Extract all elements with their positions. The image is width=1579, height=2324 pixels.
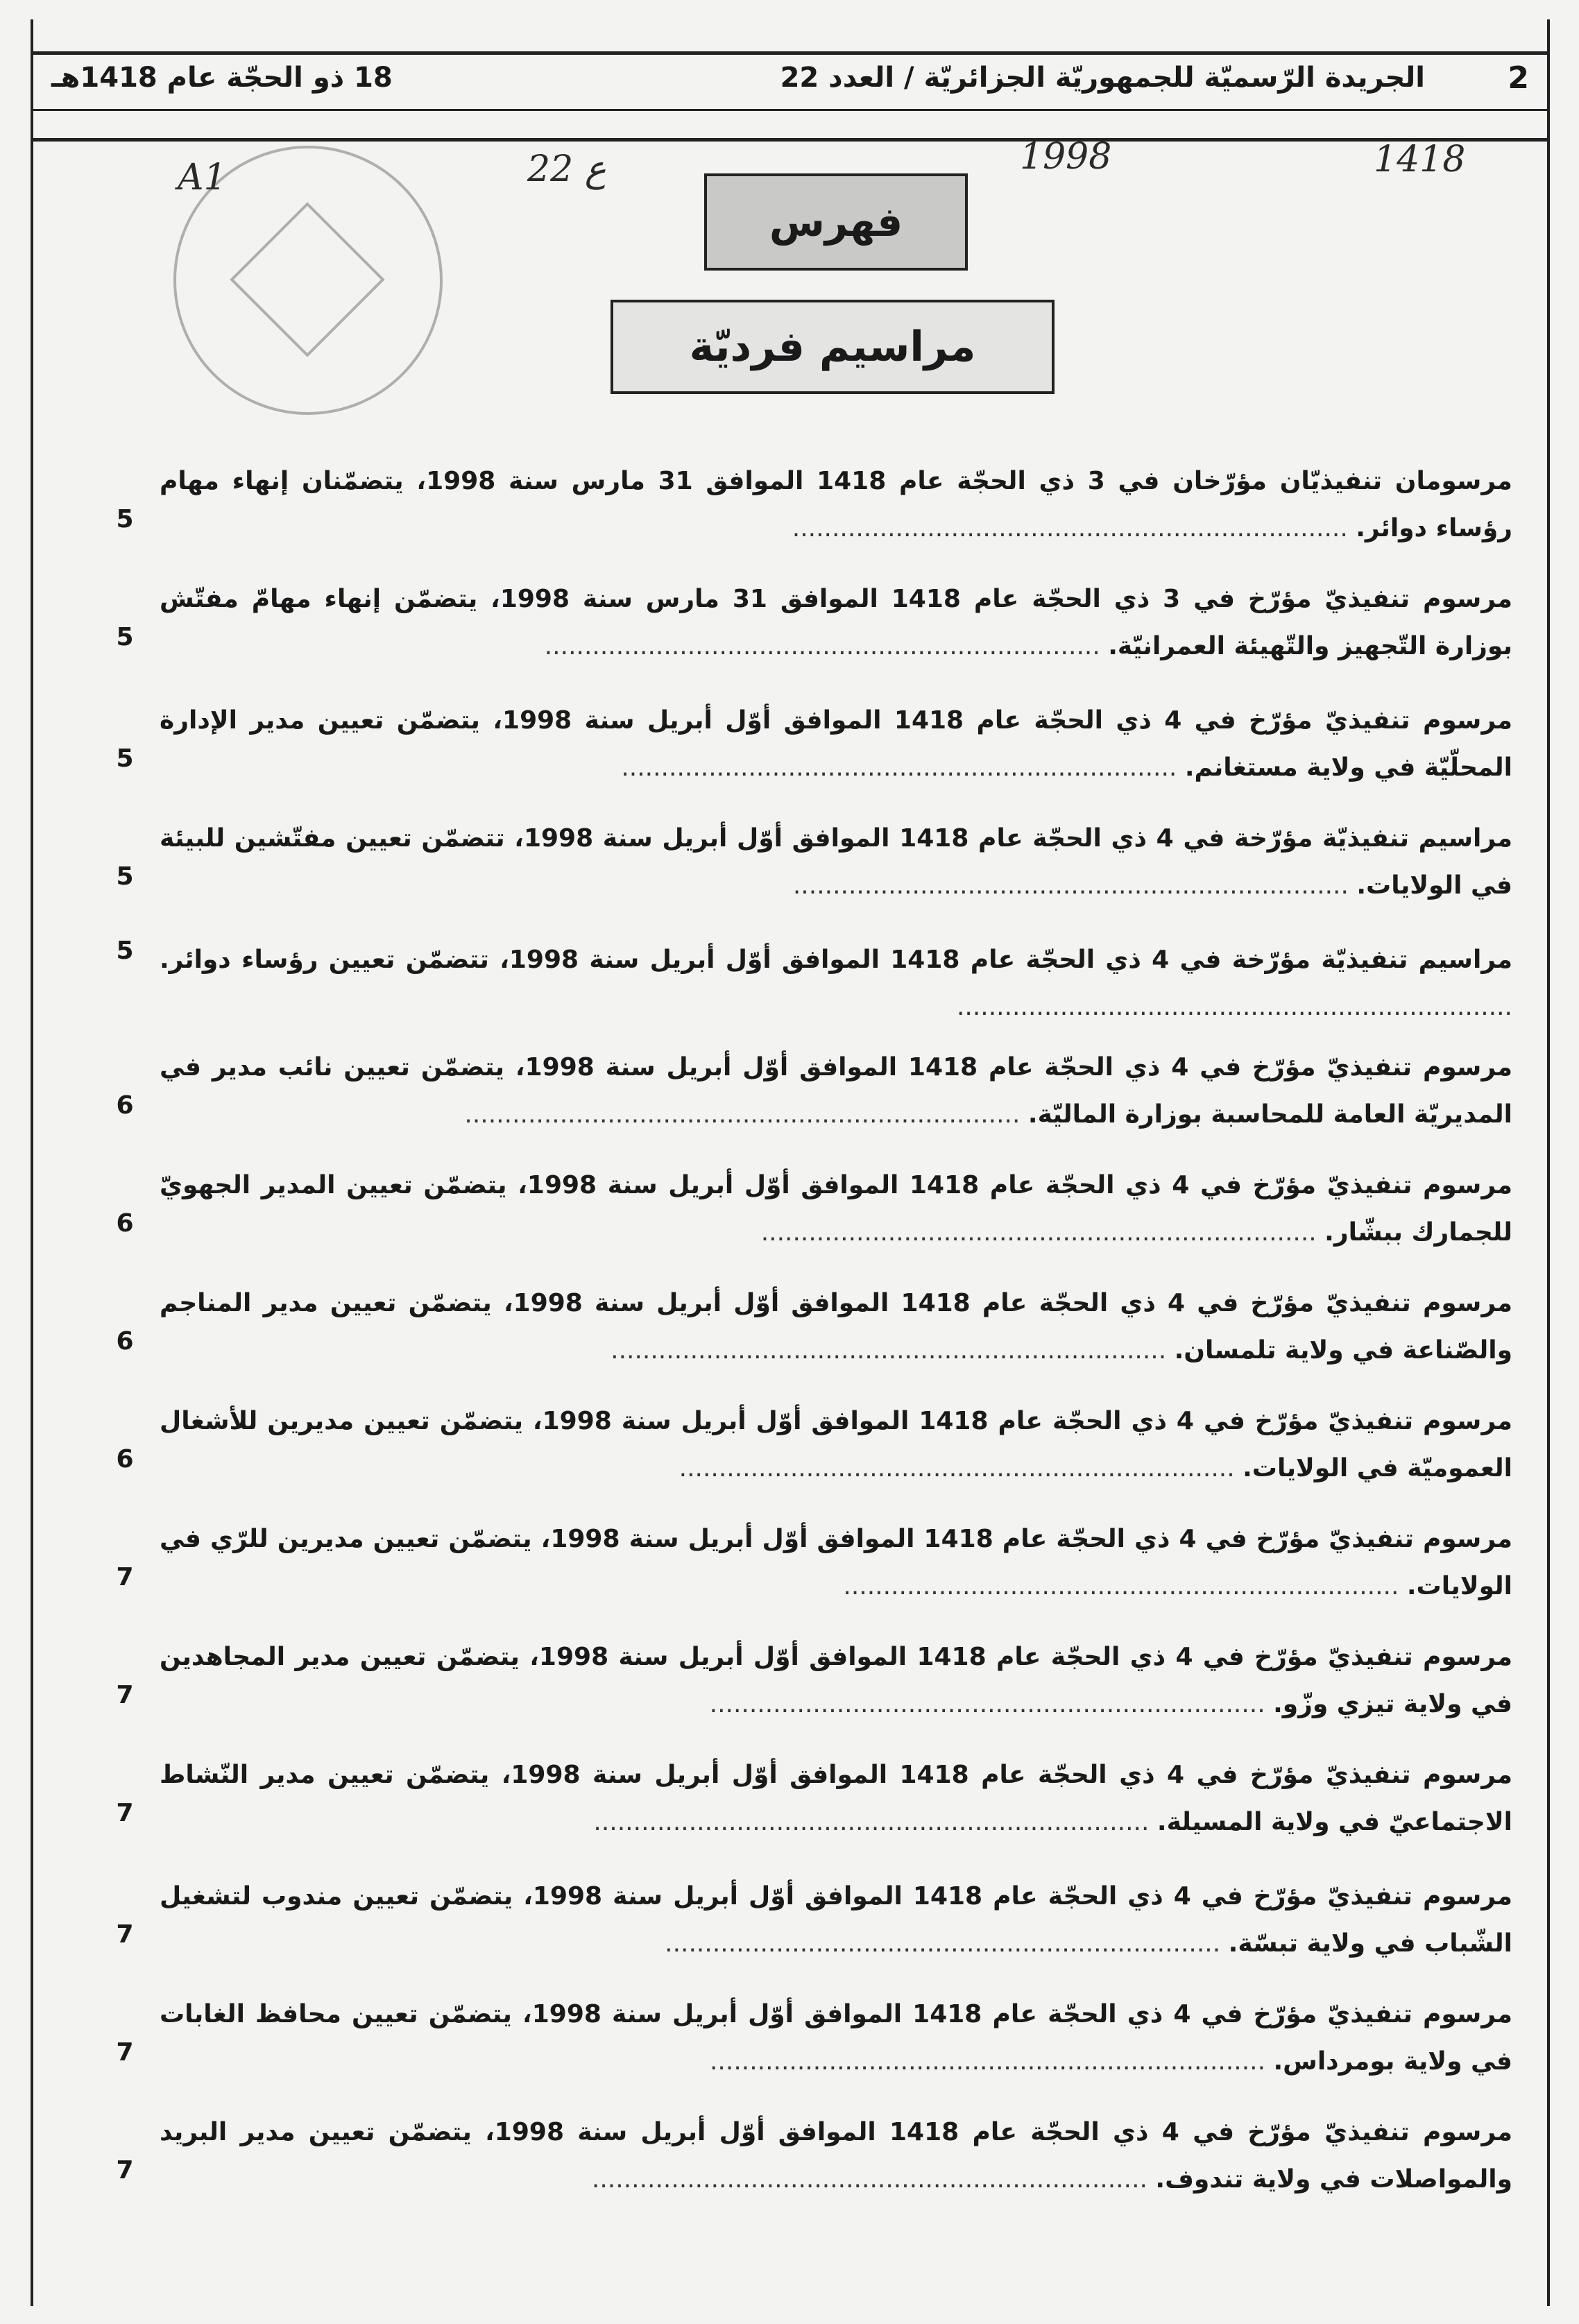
leader-dots: ...................................................................... xyxy=(593,1808,1157,1836)
leader-dots: ...................................................................... xyxy=(464,1100,1028,1129)
header-rule xyxy=(31,109,1550,111)
toc-entry-text: مرسوم تنفيذيّ مؤرّخ في 4 ذي الحجّة عام 1418 الموافق أوّل أبريل سنة 1998، يتضمّن تعيين مدير المجاهدين في ولاية تيزي وزّو. ...................................................................... xyxy=(160,1643,1512,1718)
toc-entry xyxy=(104,1516,1512,1634)
toc-entry-text: مرسوم تنفيذيّ مؤرّخ في 4 ذي الحجّة عام 1418 الموافق أوّل أبريل سنة 1998، يتضمّن تعيين مدير النّشاط الاجتماعيّ في ولاية المسيلة. ...................................................................... xyxy=(160,1761,1512,1836)
page-header xyxy=(31,51,1550,142)
toc-entry-page: 6 xyxy=(116,1209,134,1238)
header-date: 18 ذو الحجّة عام 1418هـ xyxy=(51,62,393,94)
toc-entry-text: مرسوم تنفيذيّ مؤرّخ في 4 ذي الحجّة عام 1418 الموافق أوّل أبريل سنة 1998، يتضمّن تعيين المدير الجهويّ للجمارك ببشّار. ...................................................................... xyxy=(160,1171,1513,1247)
toc-entry-text: مرسوم تنفيذيّ مؤرّخ في 4 ذي الحجّة عام 1418 الموافق أوّل أبريل سنة 1998، يتضمّن تعيين محافظ الغابات في ولاية بومرداس. ...................................................................... xyxy=(160,2000,1512,2076)
leader-dots: ...................................................................... xyxy=(709,1690,1274,1718)
handwritten-note-code: A1 xyxy=(178,157,227,198)
toc-entry-page: 5 xyxy=(116,862,134,891)
toc-entry xyxy=(104,815,1512,933)
toc-entry-text: مرسوم تنفيذيّ مؤرّخ في 4 ذي الحجّة عام 1418 الموافق أوّل أبريل سنة 1998، يتضمّن تعيين مديرين للرّي في الولايات. ...................................................................... xyxy=(160,1525,1512,1600)
toc-entry-page: 5 xyxy=(116,623,134,651)
toc-entry-page: 5 xyxy=(116,937,134,965)
toc-entry-text: مرسوم تنفيذيّ مؤرّخ في 4 ذي الحجّة عام 1418 الموافق أوّل أبريل سنة 1998، يتضمّن تعيين مديرين للأشغال العموميّة في الولايات. ...................................................................... xyxy=(160,1407,1512,1483)
toc-entry-page: 7 xyxy=(116,1681,134,1709)
toc-entry xyxy=(104,1162,1512,1280)
toc-entry-text: مراسيم تنفيذيّة مؤرّخة في 4 ذي الحجّة عام 1418 الموافق أوّل أبريل سنة 1998، تتضمّن تعيين رؤساء دوائر. ...................................................................... xyxy=(160,946,1512,1021)
toc-entry-page: 7 xyxy=(116,1799,134,1827)
toc-entry xyxy=(104,1044,1512,1162)
leader-dots: ...................................................................... xyxy=(760,1218,1325,1247)
leader-dots: ...................................................................... xyxy=(591,2165,1156,2194)
toc-entry xyxy=(104,937,1512,1054)
leader-dots: ...................................................................... xyxy=(956,993,1512,1021)
toc-entry-text: مرسوم تنفيذيّ مؤرّخ في 4 ذي الحجّة عام 1418 الموافق أوّل أبريل سنة 1998، يتضمّن تعيين مدير المناجم والصّناعة في ولاية تلمسان. ...................................................................... xyxy=(160,1289,1513,1365)
toc-entry-text: مرسوم تنفيذيّ مؤرّخ في 4 ذي الحجّة عام 1418 الموافق أوّل أبريل سنة 1998، يتضمّن تعيين نائب مدير في المديريّة العامة للمحاسبة بوزارة الماليّة. ...................................................................... xyxy=(160,1053,1513,1129)
toc-entry xyxy=(104,1398,1512,1516)
toc-entry-page: 7 xyxy=(116,2038,134,2067)
index-title: فهرس xyxy=(704,173,968,271)
toc-entry-page: 6 xyxy=(116,1327,134,1356)
handwritten-note-issue: ع 22 xyxy=(527,148,606,190)
leader-dots: ...................................................................... xyxy=(792,514,1356,542)
leader-dots: ...................................................................... xyxy=(611,1336,1175,1365)
toc-entry-page: 6 xyxy=(116,1091,134,1120)
leader-dots: ...................................................................... xyxy=(843,1572,1407,1600)
toc-entry-text: مرسوم تنفيذيّ مؤرّخ في 4 ذي الحجّة عام 1418 الموافق أوّل أبريل سنة 1998، يتضمّن تعيين مندوب لتشغيل الشّباب في ولاية تبسّة. ...................................................................... xyxy=(160,1882,1512,1958)
leader-dots: ...................................................................... xyxy=(621,753,1185,782)
handwritten-note-year: 1998 xyxy=(1020,136,1112,178)
toc-entry xyxy=(104,1873,1512,1991)
toc-entry-page: 7 xyxy=(116,1563,134,1591)
toc-entry-page: 7 xyxy=(116,2156,134,2185)
toc-entry-text: مرسوم تنفيذيّ مؤرّخ في 3 ذي الحجّة عام 1418 الموافق 31 مارس سنة 1998، يتضمّن إنهاء مهامّ مفتّش بوزارة التّجهيز والتّهيئة العمرانيّة. ...................................................................... xyxy=(160,585,1512,660)
header-title: الجريدة الرّسميّة للجمهوريّة الجزائريّة / العدد 22 xyxy=(780,62,1425,94)
leader-dots: ...................................................................... xyxy=(792,871,1357,900)
toc-entry-text: مرسومان تنفيذيّان مؤرّخان في 3 ذي الحجّة عام 1418 الموافق 31 مارس سنة 1998، يتضمّنان إنهاء مهام رؤساء دوائر. ...................................................................... xyxy=(160,467,1512,542)
toc-entry xyxy=(104,1634,1512,1752)
leader-dots: ...................................................................... xyxy=(665,1929,1229,1958)
toc-entry-page: 6 xyxy=(116,1445,134,1473)
toc-entry xyxy=(104,2109,1512,2227)
handwritten-note-year-hijri: 1418 xyxy=(1374,139,1466,180)
header-page-number: 2 xyxy=(1508,60,1529,96)
toc-entry-text: مرسوم تنفيذيّ مؤرّخ في 4 ذي الحجّة عام 1418 الموافق أوّل أبريل سنة 1998، يتضمّن تعيين مدير الإدارة المحلّيّة في ولاية مستغانم. ...................................................................... xyxy=(160,706,1512,782)
leader-dots: ...................................................................... xyxy=(678,1454,1243,1483)
toc-entry xyxy=(104,576,1512,694)
toc-entry-page: 5 xyxy=(116,505,134,533)
toc-entry-text: مراسيم تنفيذيّة مؤرّخة في 4 ذي الحجّة عام 1418 الموافق أوّل أبريل سنة 1998، تتضمّن تعيين مفتّشين للبيئة في الولايات. ...................................................................... xyxy=(160,824,1513,900)
toc-entry-page: 5 xyxy=(116,744,134,773)
toc-entry xyxy=(104,1991,1512,2109)
toc-entry-text: مرسوم تنفيذيّ مؤرّخ في 4 ذي الحجّة عام 1418 الموافق أوّل أبريل سنة 1998، يتضمّن تعيين مدير البريد والمواصلات في ولاية تندوف. ...................................................................... xyxy=(160,2118,1512,2194)
toc-entry xyxy=(104,458,1512,576)
section-title: مراسيم فرديّة xyxy=(611,300,1055,394)
toc-entry xyxy=(104,1280,1512,1398)
leader-dots: ...................................................................... xyxy=(544,632,1109,660)
toc-entry xyxy=(104,697,1512,815)
table-of-contents xyxy=(104,458,1512,2262)
leader-dots: ...................................................................... xyxy=(709,2047,1274,2076)
toc-entry xyxy=(104,1752,1512,1870)
toc-entry-page: 7 xyxy=(116,1920,134,1949)
